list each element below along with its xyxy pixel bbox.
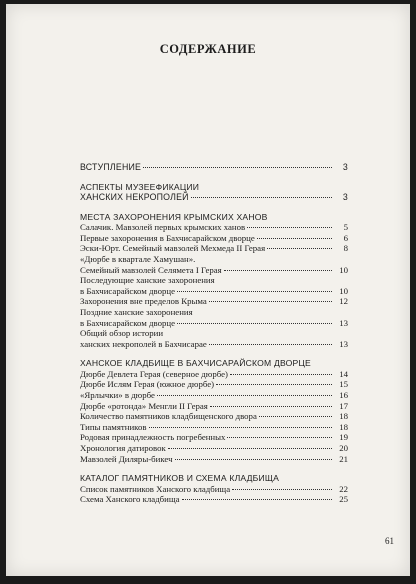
toc-page-number: 3 — [342, 192, 348, 203]
section-heading: КАТАЛОГ ПАМЯТНИКОВ И СХЕМА КЛАДБИЩА — [80, 473, 280, 484]
toc-page-number: 12 — [339, 296, 348, 307]
page-number: 61 — [385, 536, 394, 546]
toc-entry — [80, 296, 348, 307]
toc-page-number: 22 — [339, 483, 348, 494]
toc-entry-text: Схема Ханского кладбища — [80, 494, 180, 505]
toc-section — [80, 212, 348, 350]
toc-entry-text: Список памятников Ханского кладбища — [80, 483, 231, 494]
toc-section — [80, 473, 348, 505]
toc-page-number: 17 — [339, 400, 348, 411]
toc-entry — [80, 307, 348, 328]
toc-page-number: 20 — [339, 442, 348, 453]
toc-page-number: 10 — [339, 264, 348, 275]
table-of-contents — [80, 162, 348, 514]
toc-entry-text: «Ярлычки» в дюрбе — [80, 390, 155, 400]
toc-entry — [80, 432, 348, 443]
toc-entry — [80, 192, 348, 203]
section-heading: МЕСТА ЗАХОРОНЕНИЯ КРЫМСКИХ ХАНОВ — [80, 211, 268, 222]
toc-section — [80, 162, 348, 173]
toc-page-number: 25 — [339, 494, 348, 505]
dot-leader — [232, 489, 332, 490]
dot-leader — [259, 416, 332, 417]
toc-page-number: 13 — [339, 317, 348, 328]
toc-entry — [80, 233, 348, 244]
toc-page-number: 14 — [339, 368, 348, 379]
toc-entry-text: Типы памятников — [80, 421, 147, 432]
section-heading: ХАНСКОЕ КЛАДБИЩЕ В БАХЧИСАРАЙСКОМ ДВОРЦЕ — [80, 358, 311, 369]
toc-entry-text: Общий обзор истории — [80, 328, 164, 339]
toc-entry — [80, 379, 348, 390]
toc-entry — [80, 390, 348, 401]
toc-page-number: 13 — [339, 338, 348, 349]
toc-entry-text: Захоронения вне пределов Крыма — [80, 296, 207, 307]
dot-leader — [143, 167, 332, 168]
dot-leader — [168, 448, 332, 449]
toc-entry-text: Первые захоронения в Бахчисарайском дворце — [80, 232, 255, 243]
toc-page-number: 3 — [342, 162, 348, 172]
toc-entry — [80, 443, 348, 454]
toc-page-number: 21 — [339, 453, 348, 464]
toc-entry-text: ХАНСКИХ НЕКРОПОЛЕЙ — [80, 192, 189, 203]
toc-entry-text: в Бахчисарайском дворце — [80, 317, 176, 328]
dot-leader — [224, 270, 332, 271]
toc-page-number: 10 — [339, 285, 348, 296]
toc-entry-text: Дюрбе Девлета Герая (северное дюрбе) — [80, 368, 228, 379]
dot-leader — [209, 344, 332, 345]
toc-entry — [80, 422, 348, 433]
toc-section — [80, 358, 348, 464]
toc-entry-text: Эски-Юрт. Семейный мавзолей Мехмеда II Герая — [80, 243, 266, 254]
toc-entry-text: Семейный мавзолей Селямета I Герая — [80, 264, 222, 275]
dot-leader — [227, 437, 332, 438]
toc-entry-text: Салачик. Мавзолей первых крымских ханов — [80, 222, 246, 233]
toc-entry — [80, 243, 348, 254]
dot-leader — [182, 499, 332, 500]
toc-entry — [80, 369, 348, 380]
toc-entry-text: Хронология датировок — [80, 442, 166, 453]
toc-entry — [80, 275, 348, 296]
toc-entry-text: ВСТУПЛЕНИЕ — [80, 162, 142, 172]
toc-entry-text: Родовая принадлежность погребенных — [80, 432, 226, 443]
toc-page-number: 19 — [339, 432, 348, 443]
dot-leader — [267, 248, 332, 249]
dot-leader — [210, 406, 332, 407]
dot-leader — [177, 323, 332, 324]
toc-entry-text: в Бахчисарайском дворце — [80, 285, 176, 296]
dot-leader — [230, 374, 332, 375]
toc-entry-text: Количество памятников кладбищенского двора — [80, 411, 257, 422]
toc-entry-text: «Дюрбе в квартале Хамушан». — [80, 253, 196, 264]
dot-leader — [157, 395, 332, 396]
toc-page-number: 8 — [343, 243, 348, 254]
toc-entry — [80, 254, 348, 275]
toc-page-number: 15 — [339, 379, 348, 390]
toc-entry-text: Мавзолей Диляры-бикеч — [80, 453, 173, 464]
dot-leader — [209, 301, 332, 302]
toc-entry — [80, 411, 348, 422]
toc-entry — [80, 328, 348, 349]
section-heading: АСПЕКТЫ МУЗЕЕФИКАЦИИ — [80, 181, 200, 192]
toc-page-number: 18 — [339, 411, 348, 422]
dot-leader — [191, 197, 332, 198]
toc-entry — [80, 222, 348, 233]
toc-entry — [80, 162, 348, 173]
toc-entry-text: Поздние ханские захоронения — [80, 306, 193, 317]
toc-section — [80, 182, 348, 203]
dot-leader — [149, 427, 332, 428]
document-page — [6, 4, 410, 576]
dot-leader — [175, 459, 332, 460]
toc-entry-text: Дюрбе «ротонда» Менгли II Герая — [80, 400, 208, 411]
page-title: СОДЕРЖАНИЕ — [159, 42, 257, 56]
toc-page-number: 16 — [339, 390, 348, 400]
dot-leader — [247, 227, 332, 228]
toc-page-number: 18 — [339, 421, 348, 432]
toc-entry-text: ханских некрополей в Бахчисарае — [80, 338, 207, 349]
toc-page-number: 6 — [343, 232, 348, 243]
toc-entry — [80, 484, 348, 495]
toc-entry — [80, 454, 348, 465]
toc-page-number: 5 — [343, 222, 348, 233]
toc-entry-text: Последующие ханские захоронения — [80, 275, 215, 286]
dot-leader — [216, 384, 332, 385]
toc-entry — [80, 401, 348, 412]
dot-leader — [177, 291, 332, 292]
toc-entry-text: Дюрбе Ислям Герая (южное дюрбе) — [80, 379, 215, 390]
toc-entry — [80, 494, 348, 505]
dot-leader — [257, 238, 332, 239]
